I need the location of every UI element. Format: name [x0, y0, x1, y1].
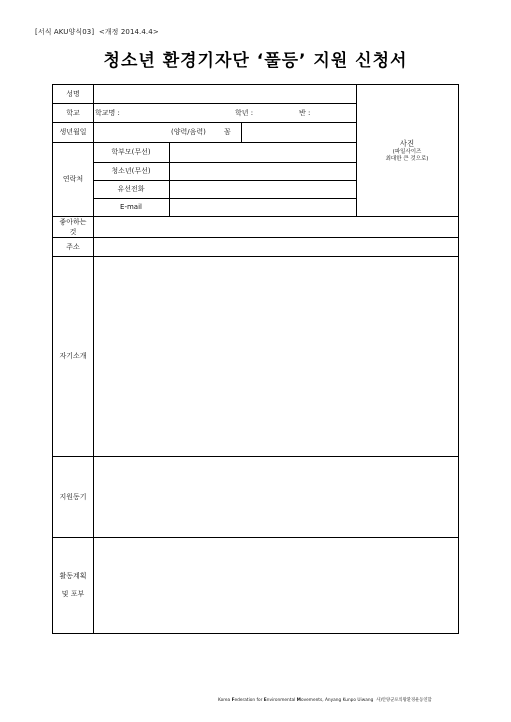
address-label: 주소 — [66, 242, 80, 251]
parent-phone-label: 학부모(무선) — [111, 148, 151, 156]
self-intro-field[interactable] — [93, 256, 458, 456]
self-intro-label: 자기소개 — [59, 352, 87, 360]
org-korean-name: 사)안양군포의왕환경운동연합 — [376, 698, 432, 703]
school-label: 학교 — [66, 108, 80, 117]
page-title: 청소년 환경기자단 ‘풀등’ 지원 신청서 — [103, 51, 408, 71]
photo-note-1: (파일사이즈 — [392, 148, 422, 155]
column-divider — [169, 142, 170, 216]
calendar-type-label: (양력/음력) — [171, 128, 206, 136]
revision-date: <개정 2014.4.4> — [98, 28, 159, 36]
class-label: 반 : — [299, 108, 311, 117]
plan-label-line1: 활동계획 — [59, 572, 87, 580]
motive-label: 지원동기 — [59, 492, 87, 501]
plan-label — [53, 537, 93, 633]
row-divider — [53, 216, 458, 217]
name-label: 성명 — [66, 90, 80, 98]
grade-label: 학년 : — [235, 108, 254, 117]
contact-label: 연락처 — [62, 175, 84, 183]
birth-label: 생년월일 — [59, 128, 87, 136]
application-form — [52, 84, 459, 634]
photo-label: 사진 — [399, 138, 415, 148]
motive-field[interactable] — [93, 456, 458, 537]
plan-label-line2: 및 포부 — [61, 590, 85, 598]
form-header-meta — [35, 27, 159, 37]
row-divider — [53, 237, 458, 238]
school-name-label: 학교명 : — [95, 108, 120, 117]
form-code: [서식 AKU양식03] — [35, 28, 95, 36]
youth-phone-label: 청소년(무선) — [111, 167, 151, 175]
column-divider — [241, 122, 242, 142]
landline-label: 유선전화 — [117, 185, 145, 193]
email-label: E-mail — [120, 203, 142, 211]
gender-label: 꼼 — [224, 128, 231, 136]
photo-box[interactable] — [356, 85, 458, 216]
name-field[interactable] — [93, 85, 356, 103]
likes-label: 좋아하는 것 — [59, 217, 87, 236]
photo-note-2: 최대한 큰 것으로) — [385, 155, 429, 162]
plan-field[interactable] — [93, 537, 458, 633]
organization-footer: Korea Federation for Environmental Movements, Anyang Kunpo Uiwang 사)안양군포의왕환경운동연합 — [218, 698, 432, 703]
